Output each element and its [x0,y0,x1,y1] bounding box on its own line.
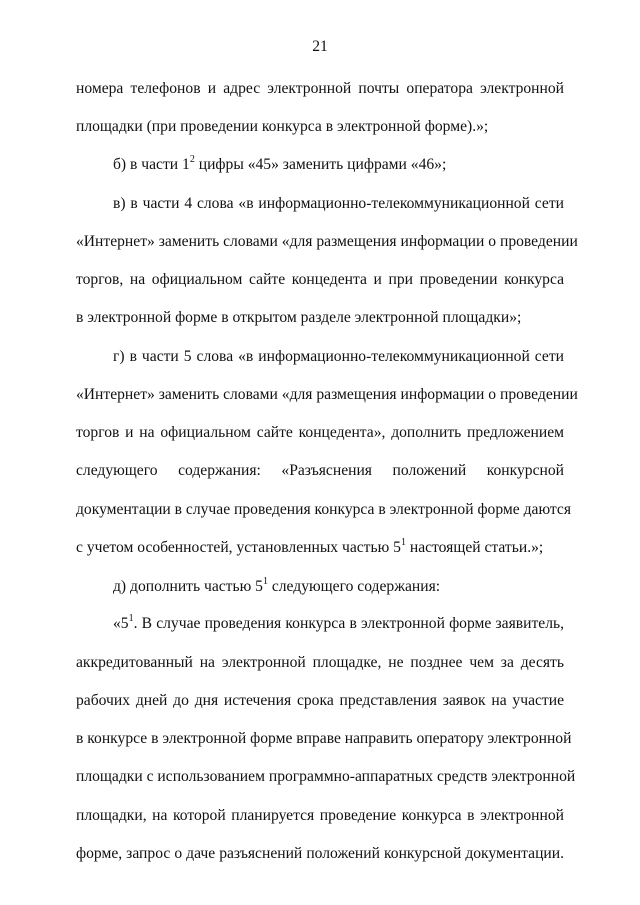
paragraph-line [113,614,564,634]
paragraph-line [76,538,564,558]
paragraph-line: «Интернет» заменить словами «для размещения информации о проведении [76,386,578,403]
item-text: цифры «45» заменить цифрами «46»; [194,156,447,173]
paragraph-line: г) в части 5 слова «в информационно-телекоммуникационной сети [113,348,564,365]
superscript: 1 [400,536,406,548]
paragraph-line: следующего содержания: «Разъяснения положений конкурсной [76,462,564,479]
item-text: следующего содержания: [267,578,441,595]
paragraph-line: площадки с использованием программно-аппаратных средств электронной [76,768,576,785]
line-text: . В случае проведения конкурса в электронной форме заявитель, [133,615,564,632]
paragraph-line: площадки (при проведении конкурса в электронной форме).»; [76,118,489,135]
paragraph-line: в конкурсе в электронной форме вправе направить оператору электронной [76,730,572,747]
paragraph-line: форме, запрос о даче разъяснений положений конкурсной документации. [76,845,564,862]
item-text: д) дополнить частью 5 [113,578,263,595]
page-number: 21 [312,38,328,55]
paragraph-line: в электронной форме в открытом разделе электронной площадки»; [76,309,522,326]
paragraph-line: в) в части 4 слова «в информационно-телекоммуникационной сети [113,195,564,212]
paragraph-line: торгов и на официальном сайте концедента», дополнить предложением [76,424,564,441]
line-text: «5 [113,615,129,632]
line-text: с учетом особенностей, установленных частью 5 [76,539,401,556]
item-text: б) в части 1 [113,156,190,173]
paragraph-item-b [113,155,564,175]
superscript: 1 [128,612,134,624]
paragraph-line: номера телефонов и адрес электронной почты оператора электронной [76,80,564,97]
superscript: 1 [262,575,268,587]
paragraph-line: площадки, на которой планируется проведение конкурса в электронной [76,807,564,824]
line-text: настоящей статьи.»; [405,539,544,556]
paragraph-item-d [113,577,564,597]
paragraph-line: «Интернет» заменить словами «для размещения информации о проведении [76,233,578,250]
paragraph-line: торгов, на официальном сайте концедента и при проведении конкурса [76,271,564,288]
superscript: 2 [189,153,195,165]
paragraph-line: документации в случае проведения конкурса в электронной форме даются [76,501,571,518]
paragraph-line: рабочих дней до дня истечения срока представления заявок на участие [76,692,564,709]
paragraph-line: аккредитованный на электронной площадке, не позднее чем за десять [76,654,564,671]
